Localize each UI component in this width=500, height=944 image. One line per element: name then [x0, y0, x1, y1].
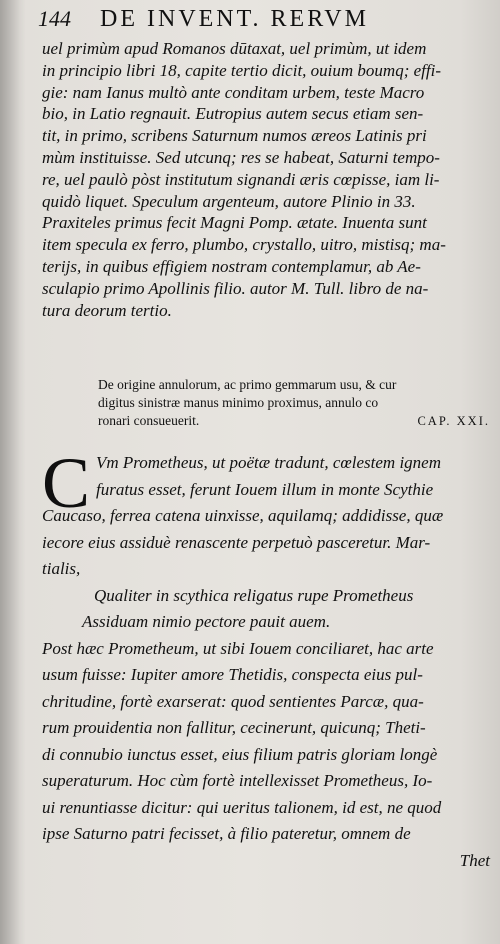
text-line: Praxiteles primus fecit Magni Pomp. ætate. Inuenta sunt — [42, 213, 427, 233]
text-line: gie: nam Ianus multò ante conditam urbem, teste Macro — [42, 82, 425, 102]
chapter-text — [42, 443, 494, 874]
text-line: usum fuisse: Iupiter amore Thetidis, conspecta eius pul- — [42, 665, 423, 684]
running-title: DE INVENT. RERVM — [100, 6, 369, 32]
summary-line: De origine annulorum, ac primo gemmarum usu, & cur — [98, 377, 397, 392]
verse-line: Qualiter in scythica religatus rupe Prometheus — [94, 585, 414, 605]
catchword: Thet — [459, 850, 490, 870]
text-line: Vm Prometheus, ut poëtæ tradunt, cœlestem ignem — [96, 453, 441, 472]
text-line: iecore eius assiduè renascente perpetuò pasceretur. Mar- — [42, 532, 431, 552]
text-line: sculapio primo Apollinis filio. autor M. Tull. libro de na- — [42, 278, 429, 298]
verse-line: Assiduam nimio pectore pauit auem. — [82, 612, 331, 631]
text-line: uel primùm apud Romanos dūtaxat, uel primùm, ut idem — [42, 39, 427, 58]
text-line: item specula ex ferro, plumbo, crystallo, uitro, mistisq; ma- — [42, 235, 446, 255]
gutter-shadow — [0, 0, 26, 944]
summary-line: digitus sinistræ manus minimo proximus, annulo co — [98, 395, 379, 410]
text-line: Post hæc Prometheum, ut sibi Iouem conciliaret, hac arte — [42, 638, 434, 658]
text-line: tit, in primo, scribens Saturnum numos æreos Latinis pri — [42, 126, 427, 146]
text-line: tialis, — [42, 559, 81, 578]
text-line: ui renuntiasse dicitur: qui ueritus talionem, id est, ne quod — [42, 797, 442, 817]
page-number: 144 — [38, 6, 71, 31]
chapter-label: CAP. XXI. — [417, 414, 490, 428]
drop-cap: C — [42, 443, 91, 523]
summary-line: ronari consueuerit. — [98, 413, 200, 428]
text-line: tura deorum tertio. — [42, 300, 172, 320]
chapter-summary — [98, 376, 490, 430]
body-text — [42, 38, 494, 321]
text-line: terijs, in quibus effigiem nostram contemplamur, ab Ae- — [42, 256, 421, 276]
text-line: chritudine, fortè exarserat: quod sentientes Parcæ, qua- — [42, 691, 424, 711]
text-line: Caucaso, ferrea catena uinxisse, aquilamq; addidisse, quæ — [42, 506, 444, 525]
text-line: superaturum. Hoc cùm fortè intellexisset Prometheus, Io- — [42, 771, 433, 790]
text-line: quidò liquet. Speculum argenteum, autore Plinio in 33. — [42, 191, 416, 211]
text-line: mùm instituisse. Sed utcunq; res se habeat, Saturni tempo- — [42, 147, 440, 167]
text-line: bio, in Latio regnauit. Eutropius autem secus etiam sen- — [42, 104, 424, 124]
text-line: rum prouidentia non fallitur, cecinerunt, quicunq; Theti- — [42, 718, 426, 737]
running-head — [38, 6, 486, 36]
summary-last-line — [98, 412, 490, 430]
text-line: di connubio iunctus esset, eius filium patris gloriam longè — [42, 744, 438, 764]
text-line: furatus esset, ferunt Iouem illum in monte Scythie — [96, 479, 434, 499]
text-line: re, uel paulò pòst institutum signandi æris cœpisse, iam li- — [42, 169, 440, 189]
text-line: ipse Saturno patri fecisset, à filio pateretur, omnem de — [42, 824, 411, 843]
text-line: in principio libri 18, capite tertio dicit, ouium boumq; effi- — [42, 60, 441, 80]
